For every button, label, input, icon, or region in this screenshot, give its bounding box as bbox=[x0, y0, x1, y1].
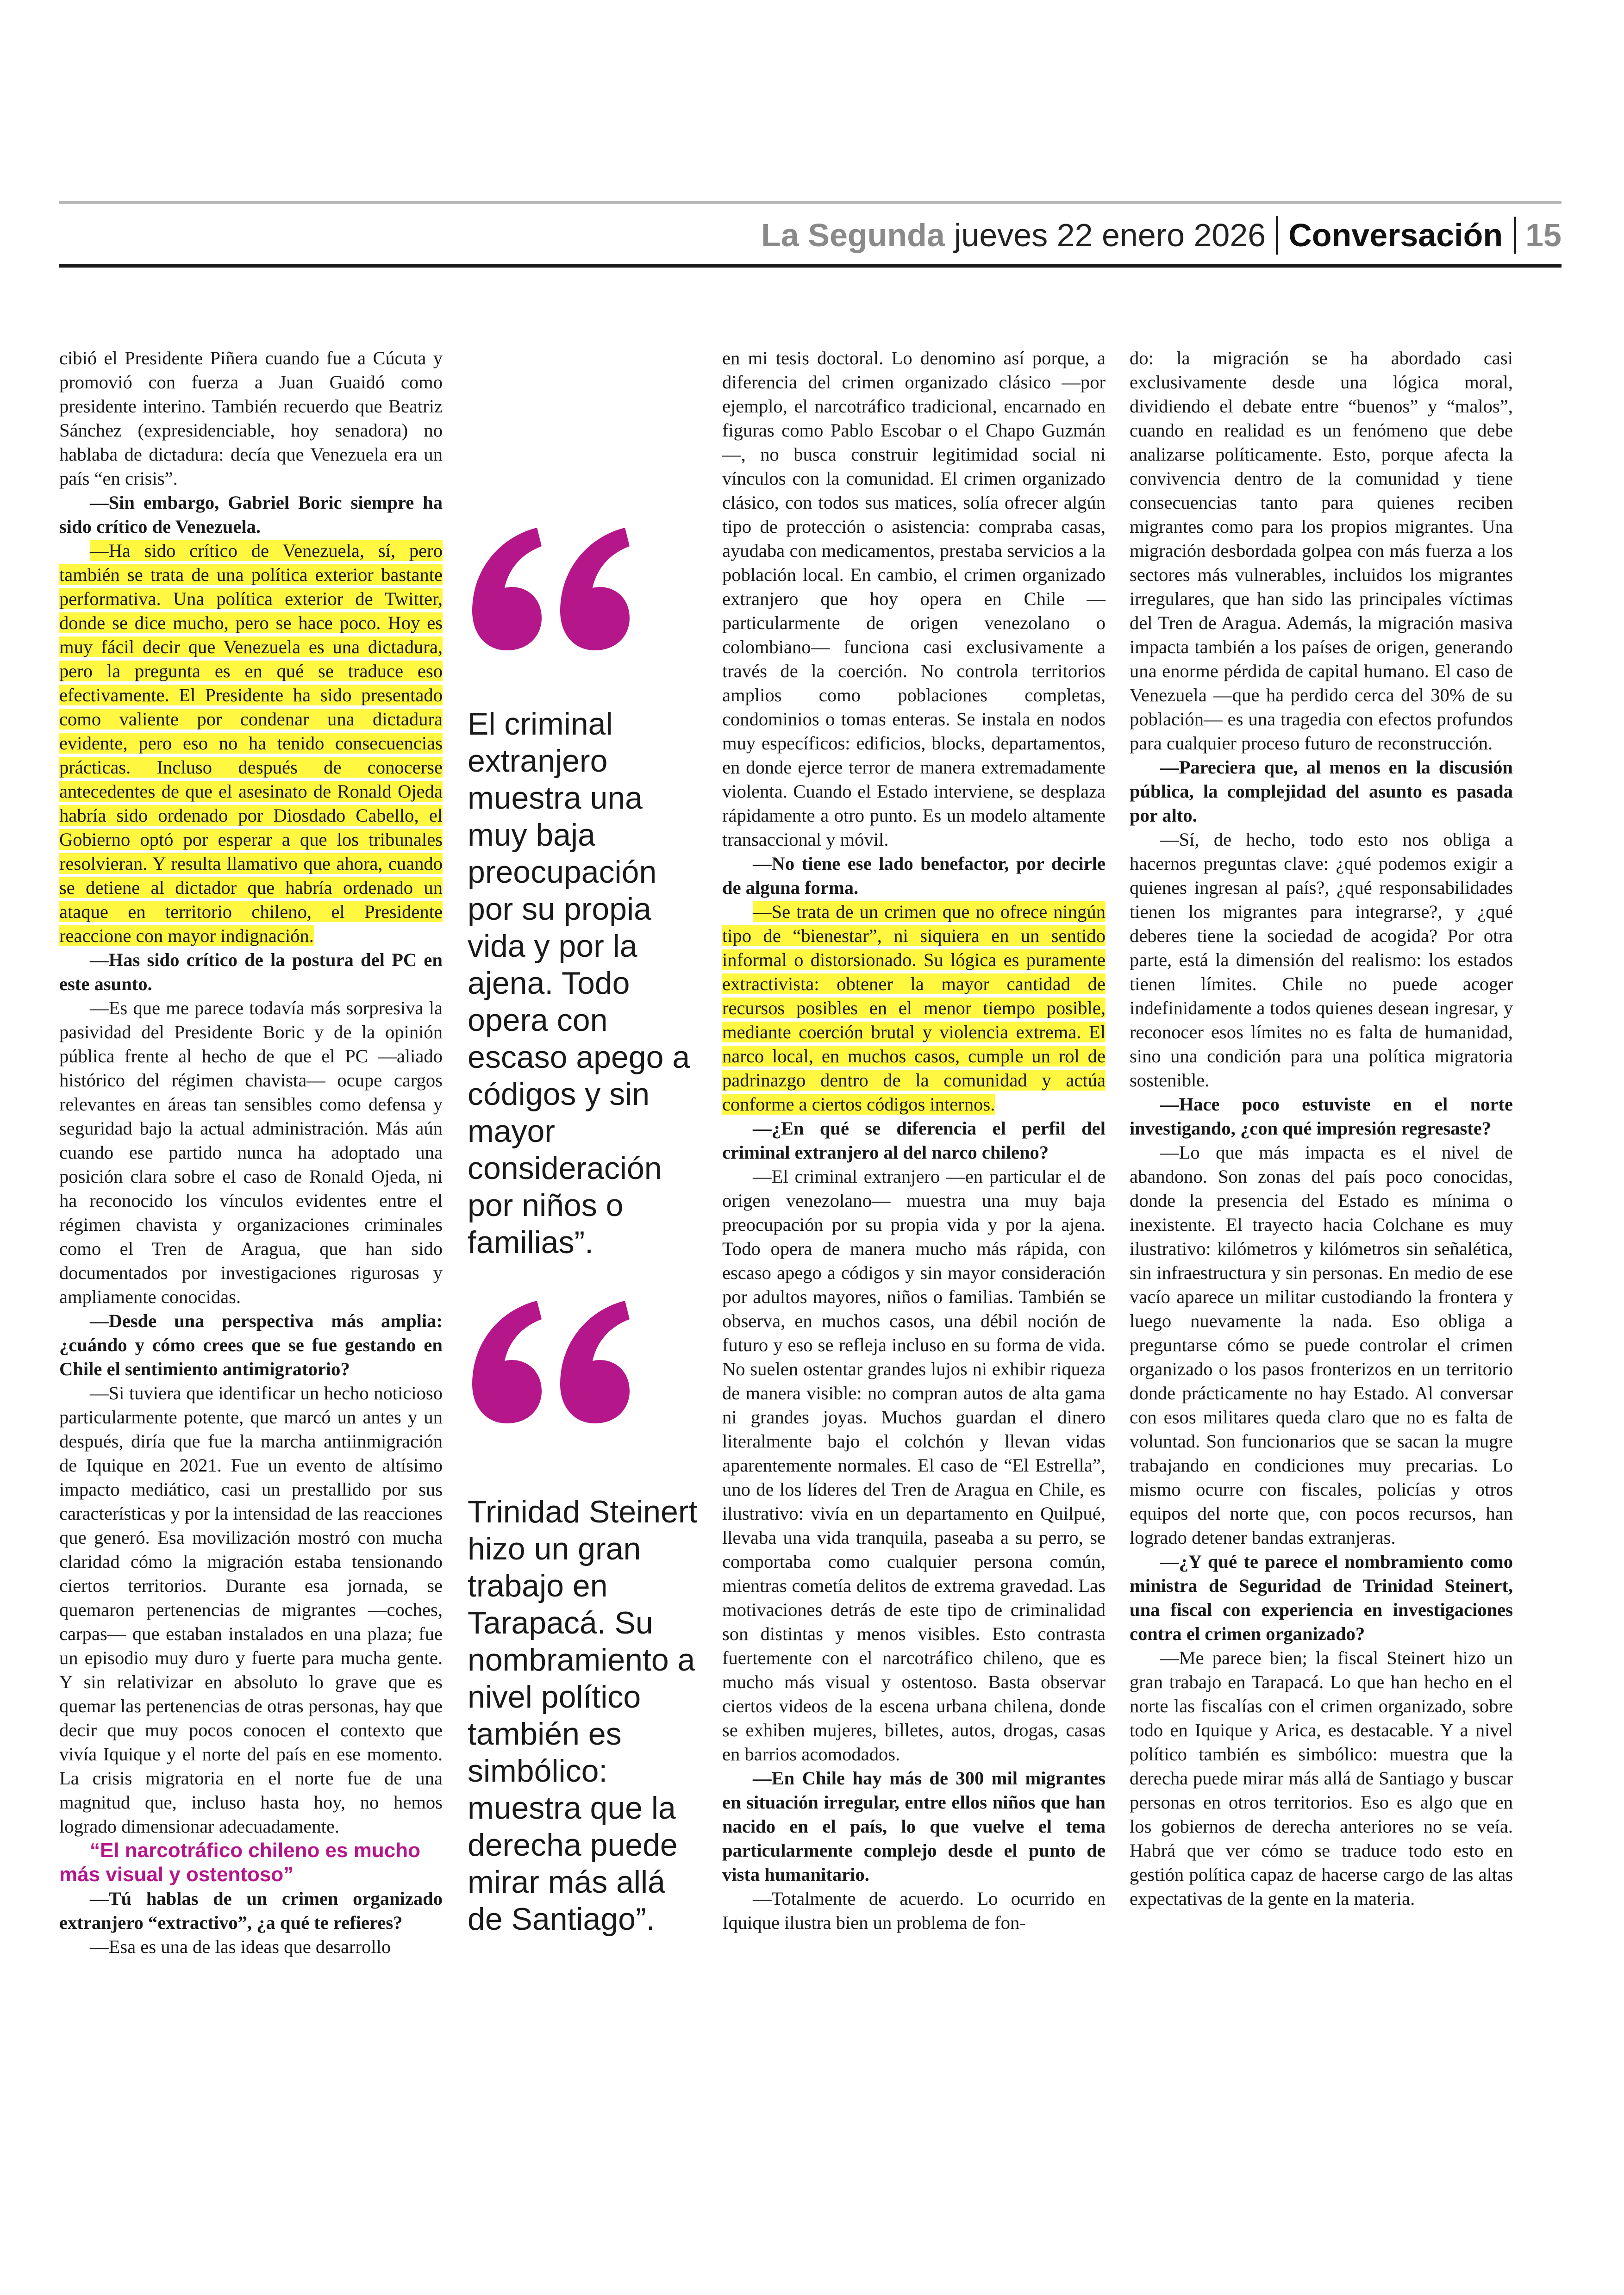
interview-question: —Hace poco estuviste en el norte investigando, ¿con qué impresión regresaste? bbox=[1130, 1094, 1513, 1139]
quote-mark-icon bbox=[468, 518, 634, 657]
page-number: 15 bbox=[1514, 217, 1562, 254]
interview-answer-highlighted bbox=[59, 539, 443, 948]
highlighted-text: —Se trata de un crimen que no ofrece ningún tipo de “bienestar”, ni siquiera en un sentido informal o distorsionado. Su lógica es puramente extractivista: obtener la mayor cantidad de recursos posibles en el menor tiempo posible, mediante coerción brutal y violencia extrema. El narco local, en muchos casos, cumple un rol de padrinazgo dentro de la comunidad y actúa conforme a ciertos códigos internos. bbox=[722, 901, 1106, 1115]
header-divider bbox=[1276, 216, 1278, 255]
header-top-rule bbox=[59, 201, 1562, 204]
highlighted-text: —Ha sido crítico de Venezuela, sí, pero también se trata de una política exterior bastante performativa. Una política exterior de Twitter, donde se dice mucho, pero se hace poco. Hoy es muy fácil decir que Venezuela es una dictadura, pero la pregunta es en qué se traduce eso efectivamente. El Presidente ha sido presentado como valiente por condenar una dictadura evidente, pero eso no ha tenido consecuencias prácticas. Incluso después de conocerse antecedentes de que el asesinato de Ronald Ojeda habría sido ordenado por Diosdado Cabello, el Gobierno optó por esperar a que los tribunales resolvieran. Y resulta llamativo que ahora, cuando se detiene al dictador que habría ordenado un ataque en territorio chileno, el Presidente reaccione con mayor indignación. bbox=[59, 540, 443, 946]
interview-question: —No tiene ese lado benefactor, por decirle de alguna forma. bbox=[722, 853, 1106, 898]
interview-answer: —Lo que más impacta es el nivel de abandono. Son zonas del país poco conocidas, donde la presencia del Estado es mínima o inexistente. El trayecto hacia Colchane es muy ilustrativo: kilómetros y kilómetros sin señalética, sin infraestructura y sin personas. En medio de ese vacío aparece un militar custodiando la frontera y luego nuevamente la nada. Eso obliga a preguntarse cómo se puede controlar el crimen organizado o los pasos fronterizos en un territorio donde prácticamente no hay Estado. Al conversar con esos militares queda claro que no es falta de voluntad. Son funcionarios que se sacan la mugre trabajando en condiciones muy precarias. Lo mismo ocurre con fiscales, policías y otros equipos del norte que, con pocos recursos, han logrado detener bandas extranjeras. bbox=[1130, 1142, 1513, 1548]
article-column-4 bbox=[1130, 346, 1513, 1911]
interview-answer: —Sí, de hecho, todo esto nos obliga a hacernos preguntas clave: ¿qué podemos exigir a quienes ingresan al país?, ¿qué responsabilidades tienen los migrantes para integrarse?, y ¿qué deberes tiene la sociedad de acogida? Por otra parte, está la dimensión del realismo: los estados tienen límites. Chile no puede acoger indefinidamente a todos quienes desean ingresar, y reconocer esos límites no es falta de humanidad, sino una condición para una política migratoria sostenible. bbox=[1130, 829, 1513, 1091]
interview-answer: —Si tuviera que identificar un hecho noticioso particularmente potente, que marcó un antes y un después, diría que fue la marcha antiinmigración de Iquique en 2021. Fue un evento de altísimo impacto mediático, casi un prestallido por sus características y por la intensidad de las reacciones que generó. Esa movilización mostró con mucha claridad cómo la migración estaba tensionando ciertos territorios. Durante esa jornada, se quemaron pertenencias de migrantes —coches, carpas— que estaban instalados en una plaza; fue un episodio muy duro y fuerte para mucha gente. Y sin relativizar en absoluto lo grave que es quemar las pertenencias de otras personas, hay que decir que muy pocos conocen el contexto que vivía Iquique y el norte del país en ese momento. La crisis migratoria en el norte fue de una magnitud que, incluso hasta hoy, no hemos logrado dimensionar adecuadamente. bbox=[59, 1383, 443, 1837]
interview-question: —En Chile hay más de 300 mil migrantes en situación irregular, entre ellos niños que han nacido en el país, lo que vuelve el tema particularmente complejo desde el punto de vista humanitario. bbox=[722, 1768, 1106, 1885]
interview-question: —Tú hablas de un crimen organizado extranjero “extractivo”, ¿a qué te refieres? bbox=[59, 1888, 443, 1933]
publication-date: jueves 22 enero 2026 bbox=[954, 217, 1266, 253]
pull-quote-text: El criminal extranjero muestra una muy baja preocupación por su propia vida y por la ajena. Todo opera con escaso apego a códigos y sin mayor consideración por niños o familias”. bbox=[468, 706, 690, 1260]
interview-answer-highlighted bbox=[722, 900, 1106, 1116]
section-name: Conversación bbox=[1288, 217, 1503, 253]
interview-question: —Desde una perspectiva más amplia: ¿cuándo y cómo crees que se fue gestando en Chile el sentimiento antimigratorio? bbox=[59, 1310, 443, 1379]
interview-answer: —Esa es una de las ideas que desarrollo bbox=[90, 1936, 391, 1957]
article-column-3 bbox=[722, 346, 1106, 1935]
interview-question: —Has sido crítico de la postura del PC en este asunto. bbox=[59, 949, 443, 994]
interview-question: —Sin embargo, Gabriel Boric siempre ha sido crítico de Venezuela. bbox=[59, 492, 443, 537]
pull-quote-text: Trinidad Steinert hizo un gran trabajo en Tarapacá. Su nombramiento a nivel político también es simbólico: muestra que la derecha puede mirar más allá de Santiago”. bbox=[468, 1494, 698, 1937]
subheading: “El narcotráfico chileno es mucho más visual y ostentoso” bbox=[59, 1839, 420, 1886]
interview-answer: —Totalmente de acuerdo. Lo ocurrido en Iquique ilustra bien un problema de fon- bbox=[722, 1888, 1106, 1933]
article-column-1 bbox=[59, 346, 443, 1959]
interview-question: —¿En qué se diferencia el perfil del criminal extranjero al del narco chileno? bbox=[722, 1118, 1106, 1163]
quote-mark-icon bbox=[468, 1291, 634, 1430]
page-header bbox=[761, 212, 1562, 258]
interview-question: —Pareciera que, al menos en la discusión pública, la complejidad del asunto es pasada por alto. bbox=[1130, 757, 1513, 826]
body-paragraph: en mi tesis doctoral. Lo denomino así porque, a diferencia del crimen organizado clásico —por ejemplo, el narcotráfico tradicional, encarnado en figuras como Pablo Escobar o el Chapo Guzmán—, no busca construir legitimidad social ni vínculos con la comunidad. El crimen organizado clásico, con todos sus matices, solía ofrecer algún tipo de protección o asistencia: compraba casas, ayudaba con medicamentos, prestaba servicios a la población local. En cambio, el crimen organizado extranjero que hoy opera en Chile —particularmente de origen venezolano o colombiano— funciona casi exclusivamente a través de la coerción. No controla territorios amplios como poblaciones completas, condominios o tomas enteras. Se instala en nodos muy específicos: edificios, blocks, departamentos, en donde ejerce terror de manera extremadamente violenta. Cuando el Estado interviene, se desplaza rápidamente a otro punto. Es un modelo altamente transaccional y móvil. bbox=[722, 348, 1106, 850]
interview-answer: —El criminal extranjero —en particular el de origen venezolano— muestra una muy baja preocupación por su propia vida y por la ajena. Todo opera de manera mucho más rápida, con escaso apego a códigos y sin mayor consideración por adultos mayores, niños o familias. También se observa, en muchos casos, una débil noción de futuro y eso se refleja incluso en su forma de vida. No suelen ostentar grandes lujos ni exhibir riqueza de manera visible: no compran autos de alta gama ni grandes joyas. Muchos guardan el dinero literalmente bajo el colchón y llevan vidas aparentemente normales. El caso de “El Estrella”, uno de los líderes del Tren de Aragua en Chile, es ilustrativo: vivía en un departamento en Quilpué, llevaba una vida tranquila, paseaba a su perro, se comportaba como cualquier persona común, mientras cometía delitos de extrema gravedad. Las motivaciones detrás de este tipo de criminalidad son distintas y menos visibles. Esto contrasta fuertemente con el narcotráfico chileno, que es mucho más visual y ostentoso. Basta observar ciertos videos de la escena urbana chilena, donde se exhiben mujeres, billetes, autos, drogas, casas en barrios acomodados. bbox=[722, 1166, 1106, 1765]
publication-name: La Segunda bbox=[761, 217, 945, 253]
body-paragraph: do: la migración se ha abordado casi exclusivamente desde una lógica moral, dividiendo el debate entre “buenos” y “malos”, cuando en realidad es un fenómeno que debe analizarse políticamente. Esto, porque afecta la convivencia dentro de la comunidad y tiene consecuencias tanto para quienes reciben migrantes como para los propios migrantes. Una migración desbordada golpea con más fuerza a los sectores más vulnerables, incluidos los migrantes irregulares, que han sido las principales víctimas del Tren de Aragua. Además, la migración masiva impacta también a los países de origen, generando una enorme pérdida de capital humano. El caso de Venezuela —que ha perdido cerca del 30% de su población— es una tragedia con efectos profundos para cualquier proceso futuro de reconstrucción. bbox=[1130, 348, 1513, 754]
interview-question: —¿Y qué te parece el nombramiento como ministra de Seguridad de Trinidad Steinert, una fiscal con experiencia en investigaciones contra el crimen organizado? bbox=[1130, 1551, 1513, 1644]
interview-answer: —Es que me parece todavía más sorpresiva la pasividad del Presidente Boric y de la opinión pública frente al hecho de que el PC —aliado histórico del régimen chavista— ocupe cargos relevantes en áreas tan sensibles como defensa y seguridad bajo la actual administración. Más aún cuando ese partido nunca ha adoptado una posición clara sobre el caso de Ronald Ojeda, ni ha reconocido los vínculos evidentes entre el régimen chavista y organizaciones criminales como el Tren de Aragua, que han sido documentados por investigaciones rigurosas y ampliamente conocidas. bbox=[59, 998, 443, 1307]
header-bottom-rule bbox=[59, 264, 1562, 268]
interview-answer: —Me parece bien; la fiscal Steinert hizo un gran trabajo en Tarapacá. Lo que han hecho en el norte las fiscalías con el crimen organizado, sobre todo en Iquique y Arica, es destacable. Y a nivel político también es simbólico: muestra que la derecha puede mirar más allá de Santiago y buscar personas en otros territorios. Eso es algo que en los gobiernos de derecha anteriores no se veía. Habrá que ver cómo se traduce todo esto en gestión política capaz de hacerse cargo de las altas expectativas de la gente en la materia. bbox=[1130, 1647, 1513, 1909]
body-paragraph: cibió el Presidente Piñera cuando fue a Cúcuta y promovió con fuerza a Juan Guaidó como presidente interino. También recuerdo que Beatriz Sánchez (expresidenciable, hoy senadora) no hablaba de dictadura: decía que Venezuela era un país “en crisis”. bbox=[59, 348, 443, 489]
